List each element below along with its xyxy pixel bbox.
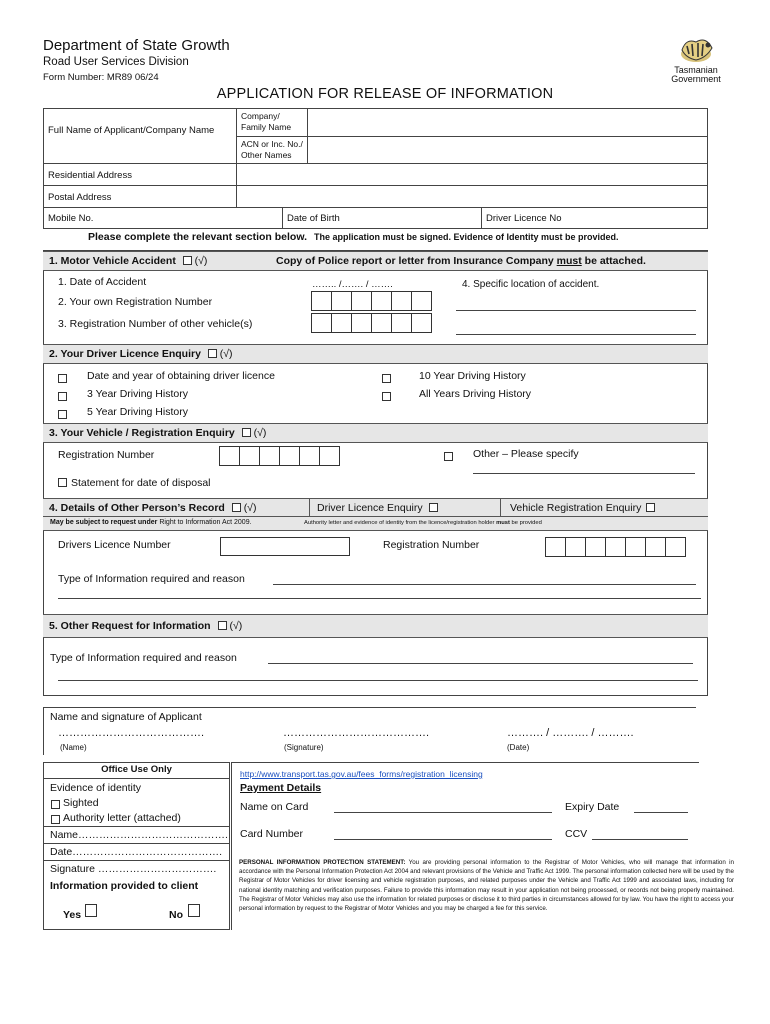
other-reg-boxes[interactable] bbox=[311, 313, 431, 333]
statement-label: Statement for date of disposal bbox=[71, 477, 211, 489]
logo-text-line2: Government bbox=[671, 74, 721, 84]
authority-label: Authority letter (attached) bbox=[63, 812, 181, 824]
office-use-heading-cell bbox=[43, 762, 230, 779]
office-rule-3 bbox=[43, 860, 230, 861]
option-5yr-label: 5 Year Driving History bbox=[87, 406, 188, 418]
authority-a: Authority letter and evidence of identity from the licence/registration holder bbox=[304, 520, 495, 526]
section4-divider-1 bbox=[309, 498, 310, 517]
option-3yr-checkbox[interactable] bbox=[58, 392, 67, 401]
authority-must: must bbox=[496, 520, 510, 526]
dob-label: Date of Birth bbox=[287, 213, 340, 224]
copy-note-a: Copy of Police report or letter from Insurance Company bbox=[276, 255, 554, 267]
section1-check-hint: (√) bbox=[194, 255, 208, 267]
signature-top-rule bbox=[43, 707, 696, 708]
privacy-text: You are providing personal information to the Registrar of Motor Vehicles, who will manage that information in accordance with the Personal Information Protection Act 2004 and relevant provisions of the Vehicle and Traffic Act 1999. The personal information collected here will be used by the Registrar of Motor Vehicles for driver licensing and vehicle registration purposes, and related purposes under the Vehicle and Traffic Act 1999 and associated laws, including for national identity matching and verification purposes. Failure to provide this information may result in your application not being processed, or records not being properly maintained. The Registrar of Motor Vehicles may also use the information for related purposes or disclose it to third parties in circumstances allowed for by law. You have the right to access your personal information by request to the Registrar of Motor Vehicles and you may be charged a fee for this service. bbox=[239, 859, 734, 913]
section1-heading: 1. Motor Vehicle Accident bbox=[49, 255, 176, 267]
copy-note-must: must bbox=[556, 255, 582, 267]
subject-bold: May be subject to request under bbox=[50, 519, 158, 526]
department-name: Department of State Growth bbox=[43, 37, 230, 54]
signature-dots[interactable]: …………………………………. bbox=[283, 727, 430, 739]
date-caption: (Date) bbox=[507, 743, 530, 752]
no-checkbox[interactable] bbox=[188, 904, 200, 917]
signature-label: Name and signature of Applicant bbox=[50, 711, 202, 723]
statement-checkbox[interactable] bbox=[58, 478, 67, 487]
option-date-year-label: Date and year of obtaining driver licence bbox=[87, 370, 275, 382]
vehicle-reg-enquiry-checkbox[interactable] bbox=[646, 503, 655, 512]
licence-label: Driver Licence No bbox=[486, 213, 562, 224]
option-10yr-checkbox[interactable] bbox=[382, 374, 391, 383]
signature-caption: (Signature) bbox=[284, 743, 324, 752]
instructions-bold: Please complete the relevant section below. bbox=[88, 231, 308, 243]
subject-note bbox=[50, 519, 252, 526]
section4-heading: 4. Details of Other Person’s Record bbox=[49, 502, 225, 514]
own-reg-label: 2. Your own Registration Number bbox=[58, 296, 213, 308]
form-number: Form Number: MR89 06/24 bbox=[43, 72, 159, 83]
other-label: Other – Please specify bbox=[473, 448, 579, 460]
sighted-checkbox[interactable] bbox=[51, 800, 60, 809]
yes-label: Yes bbox=[63, 909, 82, 921]
option-10yr-label: 10 Year Driving History bbox=[419, 370, 526, 382]
other-reg-label: 3. Registration Number of other vehicle(s) bbox=[58, 318, 253, 330]
signature-left-rule bbox=[43, 707, 44, 755]
option-5yr-checkbox[interactable] bbox=[58, 410, 67, 419]
driver-licence-enquiry bbox=[317, 502, 438, 514]
instructions-rest: The application must be signed. Evidence of Identity must be provided. bbox=[313, 232, 619, 242]
section3-check-hint: (√) bbox=[253, 427, 267, 439]
drivers-licence-number-field[interactable] bbox=[220, 537, 350, 556]
section5-checkbox[interactable] bbox=[218, 621, 227, 630]
reg-number-label: Registration Number bbox=[58, 449, 155, 461]
section3-header bbox=[43, 423, 708, 443]
full-name-label-cell bbox=[43, 108, 237, 164]
section4-reg-boxes[interactable] bbox=[545, 537, 685, 557]
section4-type-label: Type of Information required and reason bbox=[58, 573, 245, 585]
section3-heading: 3. Your Vehicle / Registration Enquiry bbox=[49, 427, 235, 439]
section4-type-line-1[interactable] bbox=[273, 584, 696, 585]
fees-link[interactable]: http://www.transport.tas.gov.au/fees_forms/registration_licensing bbox=[240, 769, 483, 779]
copy-note-b: be attached. bbox=[584, 255, 646, 267]
instructions bbox=[88, 231, 619, 243]
other-checkbox[interactable] bbox=[444, 452, 453, 461]
section4-check-hint: (√) bbox=[243, 502, 257, 514]
company-label-cell bbox=[236, 108, 308, 137]
ccv-label: CCV bbox=[565, 828, 588, 840]
office-use-heading: Office Use Only bbox=[101, 764, 172, 775]
logo-text-line1: Tasmanian bbox=[674, 65, 718, 75]
other-specify-line[interactable] bbox=[473, 473, 695, 474]
accident-date-pattern[interactable]: …….. /……. / ……. bbox=[312, 279, 393, 290]
mobile-field[interactable] bbox=[43, 207, 283, 229]
section5-check-hint: (√) bbox=[229, 620, 243, 632]
acn-label-cell bbox=[236, 136, 308, 164]
office-date[interactable]: Date……………………………………. bbox=[50, 846, 223, 858]
yes-checkbox[interactable] bbox=[85, 904, 97, 917]
office-rule-2 bbox=[43, 843, 230, 844]
logo-text bbox=[664, 66, 728, 84]
form-title: APPLICATION FOR RELEASE OF INFORMATION bbox=[216, 86, 554, 102]
payment-left-rule bbox=[231, 762, 232, 930]
card-number-label: Card Number bbox=[240, 828, 304, 840]
office-signature[interactable]: Signature ……………………………. bbox=[50, 863, 217, 875]
residential-label-cell bbox=[43, 163, 237, 186]
registration-number-label: Registration Number bbox=[383, 539, 480, 551]
evidence-label: Evidence of identity bbox=[50, 782, 142, 794]
company-label: Company/ Family Name bbox=[241, 111, 292, 132]
section4-type-line-2[interactable] bbox=[58, 598, 701, 599]
location-line-2[interactable] bbox=[456, 334, 696, 335]
section1-header bbox=[43, 251, 708, 271]
drivers-licence-number-label: Drivers Licence Number bbox=[58, 539, 171, 551]
section2-heading: 2. Your Driver Licence Enquiry bbox=[49, 348, 201, 360]
postal-label: Postal Address bbox=[48, 192, 112, 203]
authority-b: be provided bbox=[511, 520, 542, 526]
own-reg-boxes[interactable] bbox=[311, 291, 431, 311]
vehicle-reg-enquiry-label: Vehicle Registration Enquiry bbox=[510, 502, 642, 514]
section2-header bbox=[43, 344, 708, 364]
residential-field[interactable] bbox=[236, 163, 708, 186]
option-all-years-checkbox[interactable] bbox=[382, 392, 391, 401]
residential-label: Residential Address bbox=[48, 170, 132, 181]
acn-label: ACN or Inc. No./ Other Names bbox=[241, 139, 303, 160]
location-label: 4. Specific location of accident. bbox=[462, 279, 600, 290]
postal-field[interactable] bbox=[236, 185, 708, 208]
office-name[interactable]: Name……………………………………. bbox=[50, 829, 228, 841]
full-name-label: Full Name of Applicant/Company Name bbox=[48, 125, 215, 136]
privacy-statement bbox=[239, 858, 734, 913]
licence-field[interactable] bbox=[481, 207, 708, 229]
date-dots[interactable]: ………. / ………. / ………. bbox=[507, 727, 634, 739]
privacy-bold: PERSONAL INFORMATION PROTECTION STATEMENT: bbox=[239, 859, 406, 866]
reg-number-boxes[interactable] bbox=[219, 446, 339, 466]
dob-field[interactable] bbox=[282, 207, 482, 229]
name-on-card-line[interactable] bbox=[334, 812, 552, 813]
option-3yr-label: 3 Year Driving History bbox=[87, 388, 188, 400]
postal-label-cell bbox=[43, 185, 237, 208]
office-rule-1 bbox=[43, 826, 230, 827]
date-of-accident-label: 1. Date of Accident bbox=[58, 276, 147, 288]
tasmanian-tiger-logo-icon bbox=[676, 32, 718, 66]
section4-checkbox[interactable] bbox=[232, 503, 241, 512]
division-name: Road User Services Division bbox=[43, 56, 189, 68]
name-dots[interactable]: …………………………………. bbox=[58, 727, 205, 739]
option-date-year-checkbox[interactable] bbox=[58, 374, 67, 383]
authority-note bbox=[304, 520, 542, 526]
section5-type-line-2[interactable] bbox=[58, 680, 698, 681]
payment-heading: Payment Details bbox=[240, 782, 322, 794]
section5-heading: 5. Other Request for Information bbox=[49, 620, 211, 632]
expiry-line[interactable] bbox=[634, 812, 688, 813]
sighted-label: Sighted bbox=[63, 797, 99, 809]
no-label: No bbox=[169, 909, 183, 921]
section5-type-label: Type of Information required and reason bbox=[50, 652, 237, 664]
section2-check-hint: (√) bbox=[219, 348, 233, 360]
location-line-1[interactable] bbox=[456, 310, 696, 311]
section1-checkbox[interactable] bbox=[183, 256, 192, 265]
info-provided-label: Information provided to client bbox=[50, 880, 199, 892]
driver-licence-enquiry-checkbox[interactable] bbox=[429, 503, 438, 512]
section5-type-line-1[interactable] bbox=[268, 663, 693, 664]
payment-top-rule bbox=[231, 762, 699, 763]
section3-checkbox[interactable] bbox=[242, 428, 251, 437]
name-caption: (Name) bbox=[60, 743, 87, 752]
ccv-line[interactable] bbox=[592, 839, 688, 840]
card-number-line[interactable] bbox=[334, 839, 552, 840]
section2-checkbox[interactable] bbox=[208, 349, 217, 358]
mobile-label: Mobile No. bbox=[48, 213, 94, 224]
authority-checkbox[interactable] bbox=[51, 815, 60, 824]
subject-rest: Right to Information Act 2009. bbox=[159, 519, 252, 526]
expiry-label: Expiry Date bbox=[565, 801, 620, 813]
name-on-card-label: Name on Card bbox=[240, 801, 309, 813]
section4-divider-2 bbox=[500, 498, 501, 517]
acn-field[interactable] bbox=[307, 136, 708, 164]
section5-header bbox=[43, 614, 708, 638]
option-all-years-label: All Years Driving History bbox=[419, 388, 532, 400]
driver-licence-enquiry-label: Driver Licence Enquiry bbox=[317, 502, 423, 514]
vehicle-reg-enquiry bbox=[510, 502, 655, 514]
company-field[interactable] bbox=[307, 108, 708, 137]
